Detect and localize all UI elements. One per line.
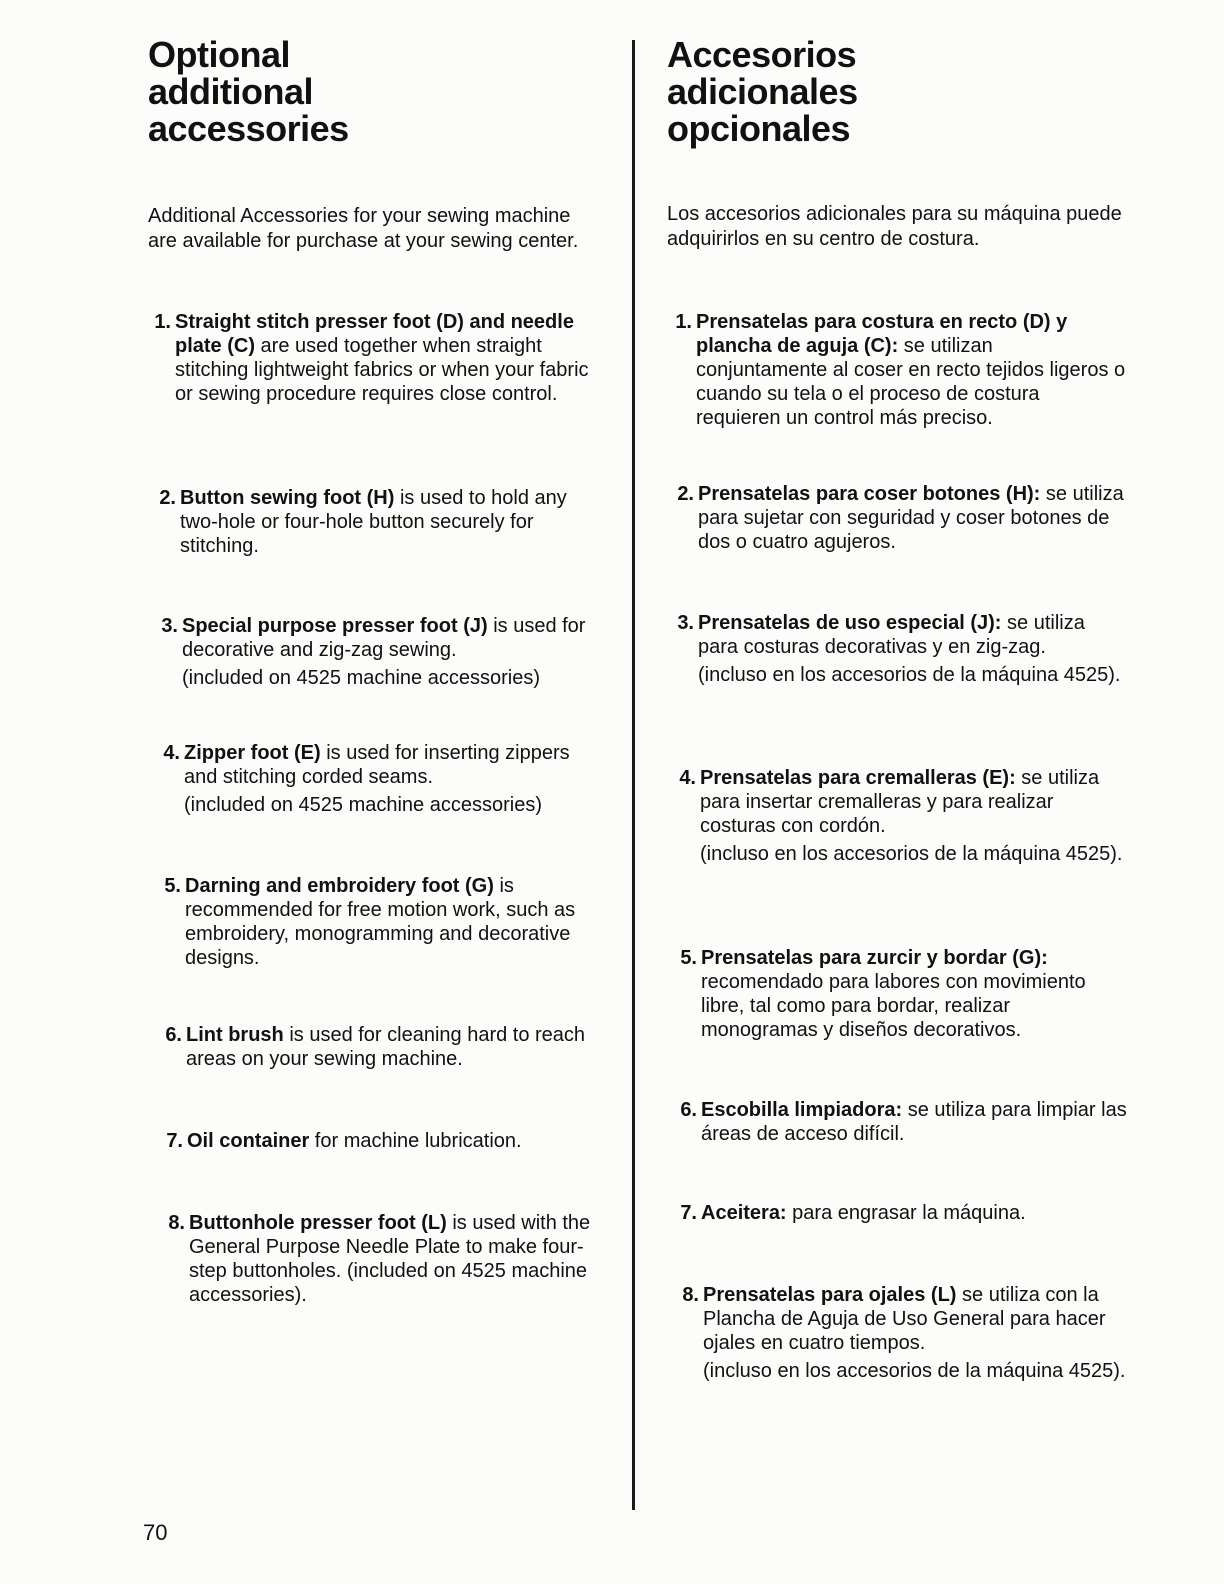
item-term: Buttonhole presser foot (L) xyxy=(189,1212,447,1234)
item-term: Straight stitch presser foot (D) and needle plate (C) xyxy=(175,311,574,357)
list-item-number: 1. xyxy=(675,311,692,333)
item-term: Prensatelas de uso especial (J): xyxy=(698,612,1002,634)
item-term: Special purpose presser foot (J) xyxy=(182,615,488,637)
item-term: Button sewing foot (H) xyxy=(180,487,395,509)
list-item xyxy=(148,486,603,558)
list-item xyxy=(667,1098,1127,1146)
english-intro: Additional Accessories for your sewing machine are available for purchase at your sewing center. xyxy=(148,205,579,252)
item-term: Prensatelas para cremalleras (E): xyxy=(700,767,1016,789)
list-item-number: 5. xyxy=(680,947,697,969)
item-description: recomendado para labores con movimiento libre, tal como para bordar, realizar monogramas y diseños decorativos. xyxy=(701,971,1086,1041)
item-description: se utiliza para insertar cremalleras y para realizar costuras con cordón. xyxy=(700,767,1100,837)
spanish-column xyxy=(667,34,1127,1382)
list-item-number: 4. xyxy=(163,742,180,764)
list-item-number: 2. xyxy=(159,487,176,509)
list-item-number: 2. xyxy=(677,483,694,505)
item-description: is used to hold any two-hole or four-hole button securely for stitching. xyxy=(180,487,567,557)
list-item-number: 7. xyxy=(680,1202,697,1224)
item-term: Zipper foot (E) xyxy=(184,742,321,764)
list-item-number: 8. xyxy=(168,1212,185,1234)
spanish-title: Accesorios adicionales opcionales xyxy=(667,34,858,149)
item-description: is recommended for free motion work, such as embroidery, monogramming and decorative designs. xyxy=(185,875,576,969)
item-note: (incluso en los accesorios de la máquina 4525). xyxy=(703,1360,1126,1382)
list-item xyxy=(148,310,603,406)
list-item xyxy=(148,741,603,817)
item-note: (incluso en los accesorios de la máquina 4525). xyxy=(698,664,1121,686)
list-item xyxy=(667,310,1127,430)
english-column xyxy=(148,34,603,1306)
list-item xyxy=(667,611,1127,687)
column-divider xyxy=(632,40,635,1510)
list-item-number: 7. xyxy=(166,1130,183,1152)
item-description: is used for decorative and zig-zag sewing. xyxy=(182,615,586,661)
item-term: Prensatelas para zurcir y bordar (G): xyxy=(701,947,1048,969)
list-item-number: 6. xyxy=(680,1099,697,1121)
item-term: Prensatelas para coser botones (H): xyxy=(698,483,1041,505)
item-description: se utiliza para limpiar las áreas de acceso difícil. xyxy=(701,1099,1127,1145)
list-item-number: 5. xyxy=(164,875,181,897)
list-item xyxy=(148,1023,603,1071)
item-description: for machine lubrication. xyxy=(309,1130,522,1152)
list-item xyxy=(148,1211,603,1307)
list-item-number: 1. xyxy=(154,311,171,333)
item-term: Lint brush xyxy=(186,1024,284,1046)
item-description: is used for inserting zippers and stitching corded seams. xyxy=(184,742,570,788)
item-term: Aceitera: xyxy=(701,1202,787,1224)
list-item xyxy=(148,1129,603,1153)
item-description: se utiliza para sujetar con seguridad y coser botones de dos o cuatro agujeros. xyxy=(698,483,1124,553)
item-term: Escobilla limpiadora: xyxy=(701,1099,903,1121)
item-note: (incluso en los accesorios de la máquina 4525). xyxy=(700,843,1123,865)
item-description: are used together when straight stitching lightweight fabrics or when your fabric or sewing procedure requires close control. xyxy=(175,335,589,405)
list-item-number: 6. xyxy=(165,1024,182,1046)
item-description: se utilizan conjuntamente al coser en recto tejidos ligeros o cuando su tela o el proceso de costura requieren un control más preciso. xyxy=(696,335,1126,429)
list-item xyxy=(148,614,603,690)
list-item-number: 8. xyxy=(682,1284,699,1306)
item-description: is used for cleaning hard to reach areas on your sewing machine. xyxy=(186,1024,586,1070)
item-term: Darning and embroidery foot (G) xyxy=(185,875,494,897)
item-note: (included on 4525 machine accessories) xyxy=(184,794,542,816)
item-description: is used with the General Purpose Needle Plate to make four-step buttonholes. (included on 4525 machine accessories). xyxy=(189,1212,591,1306)
item-term: Prensatelas para costura en recto (D) y plancha de aguja (C): xyxy=(696,311,1068,357)
item-description: se utiliza con la Plancha de Aguja de Uso General para hacer ojales en cuatro tiempos. xyxy=(703,1284,1106,1354)
page-number: 70 xyxy=(143,1520,168,1545)
english-title: Optional additional accessories xyxy=(148,34,349,149)
list-item-number: 3. xyxy=(161,615,178,637)
list-item-number: 3. xyxy=(677,612,694,634)
spanish-intro: Los accesorios adicionales para su máquina puede adquirirlos en su centro de costura. xyxy=(667,203,1122,250)
item-term: Oil container xyxy=(187,1130,310,1152)
item-term: Prensatelas para ojales (L) xyxy=(703,1284,957,1306)
item-description: para engrasar la máquina. xyxy=(786,1202,1026,1224)
item-description: se utiliza para costuras decorativas y en zig-zag. xyxy=(698,612,1085,658)
list-item xyxy=(667,482,1127,554)
item-note: (included on 4525 machine accessories) xyxy=(182,667,540,689)
list-item xyxy=(667,1201,1127,1225)
list-item xyxy=(667,946,1127,1042)
list-item-number: 4. xyxy=(679,767,696,789)
list-item xyxy=(667,766,1127,866)
list-item xyxy=(148,874,603,970)
list-item xyxy=(667,1283,1127,1383)
